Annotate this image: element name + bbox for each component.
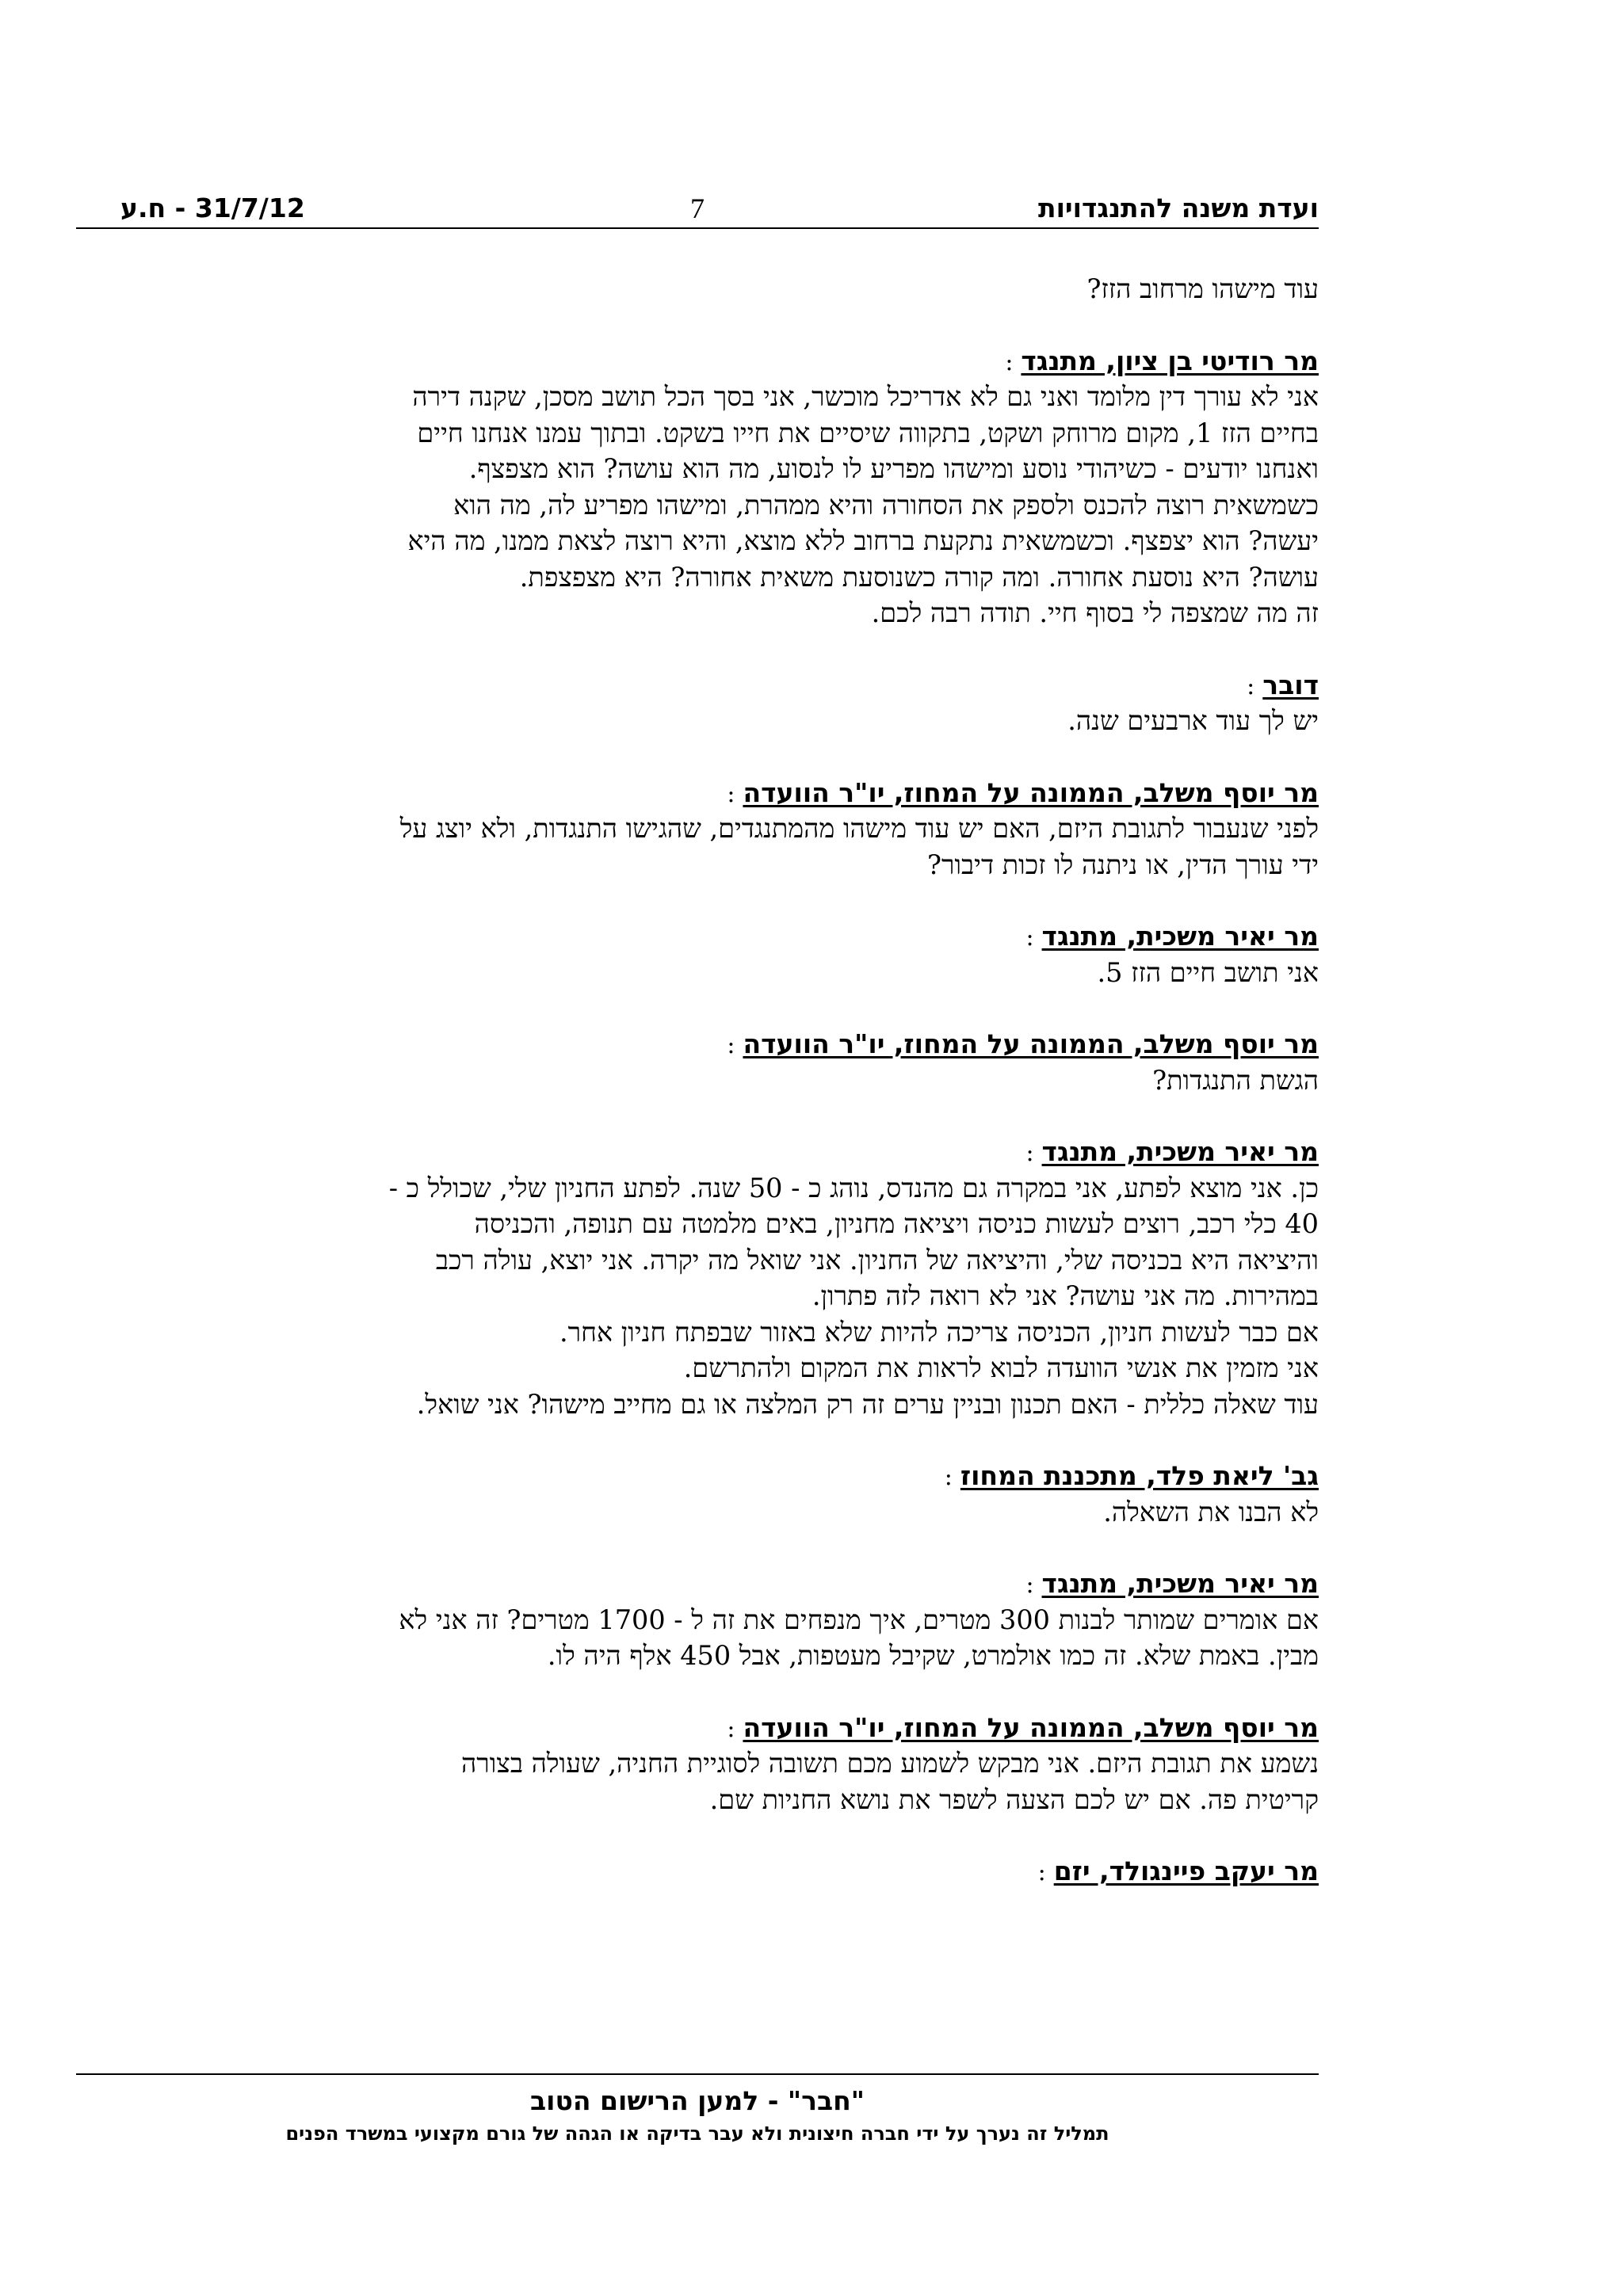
speaker-colon: : — [727, 1032, 735, 1059]
transcript-line: כשמשאית רוצה להכנס ולספק את הסחורה והיא ממהרת, ומישהו מפריע לה, מה הוא — [453, 489, 1319, 521]
speaker-block — [79, 918, 1319, 990]
speaker-name: דובר — [1262, 669, 1319, 700]
document-title: ועדת משנה להתנגדויות — [1038, 193, 1319, 223]
footer-disclaimer: תמליל זה נערך על ידי חברה חיצונית ולא עבר בדיקה או הגהה של גורם מקצועי במשרד הפנים — [285, 2122, 1109, 2145]
transcript-body — [79, 271, 1319, 1890]
page-number: 7 — [690, 193, 705, 224]
speaker-colon: : — [1025, 1571, 1034, 1599]
speaker-name: גב' ליאת פלד, מתכננת המחוז — [960, 1460, 1319, 1491]
transcript-line: זה מה שמצפה לי בסוף חיי. תודה רבה לכם. — [871, 597, 1319, 628]
speaker-line — [79, 667, 1319, 704]
speaker-line — [79, 343, 1319, 379]
speaker-name: מר רודיטי בן ציון, מתנגד — [1021, 345, 1319, 376]
speaker-block — [79, 1134, 1319, 1422]
speaker-colon: : — [1037, 1859, 1046, 1886]
speaker-line — [79, 1458, 1319, 1494]
speaker-colon: : — [1247, 672, 1255, 700]
transcript-line: אני תושב חיים הזז 5. — [1097, 956, 1319, 988]
transcript-line: לא הבנו את השאלה. — [1103, 1496, 1319, 1527]
speaker-line — [79, 1710, 1319, 1746]
speaker-line — [79, 775, 1319, 811]
block-spacer — [79, 1422, 1319, 1458]
speaker-line — [79, 1026, 1319, 1062]
speaker-name: מר יוסף משלב, הממונה על המחוז, יו"ר הוועדה — [743, 1028, 1319, 1059]
transcript-line: לפני שנעבור לתגובת היזם, האם יש עוד מישהו מהמתנגדים, שהגישו התנגדות, ולא יוצג על — [399, 813, 1319, 844]
transcript-line: נשמע את תגובת היזם. אני מבקש לשמוע מכם תשובה לסוגיית החניה, שעולה בצורה — [460, 1748, 1319, 1779]
speaker-line — [79, 1566, 1319, 1602]
transcript-line: ידי עורך הדין, או ניתנה לו זכות דיבור? — [927, 849, 1319, 880]
transcript-line: בחיים הזז 1, מקום מרוחק ושקט, בתקווה שיסיים את חייו בשקט. ובתוך עמנו אנחנו חיים — [417, 417, 1319, 448]
transcript-line: אני מזמין את אנשי הוועדה לבוא לראות את המקום ולהתרשם. — [683, 1352, 1319, 1383]
speaker-name: מר יאיר משכית, מתנגד — [1041, 1568, 1319, 1599]
transcript-line: 40 כלי רכב, רוצים לעשות כניסה ויציאה מחניון, באים מלמטה עם תנופה, והכניסה — [474, 1208, 1319, 1239]
speaker-line — [79, 1853, 1319, 1890]
speaker-block — [79, 1853, 1319, 1890]
block-spacer — [79, 631, 1319, 667]
speaker-name: מר יאיר משכית, מתנגד — [1041, 1136, 1319, 1167]
transcript-line: מבין. באמת שלא. זה כמו אולמרט, שקיבל מעטפות, אבל 450 אלף היה לו. — [547, 1640, 1319, 1671]
speaker-line — [79, 1134, 1319, 1170]
speaker-name: מר יאיר משכית, מתנגד — [1041, 921, 1319, 952]
transcript-line: כן. אני מוצא לפתע, אני במקרה גם מהנדס, נוהג כ - 50 שנה. לפתע החניון שלי, שכולל כ - — [388, 1172, 1319, 1203]
speaker-name: מר יעקב פיינגולד, יזם — [1053, 1855, 1319, 1886]
transcript-line: אני לא עורך דין מלומד ואני גם לא אדריכל מוכשר, אני בסך הכל תושב מסכן, שקנה דירה — [412, 381, 1319, 412]
speaker-block — [79, 1026, 1319, 1098]
block-spacer — [79, 1817, 1319, 1853]
speaker-colon: : — [1005, 348, 1014, 376]
block-spacer — [79, 1098, 1319, 1134]
block-spacer — [79, 739, 1319, 775]
speaker-line — [79, 918, 1319, 955]
block-spacer — [79, 990, 1319, 1026]
block-spacer — [79, 883, 1319, 918]
transcript-line: אם כבר לעשות חניון, הכניסה צריכה להיות שלא באזור שבפתח חניון אחר. — [559, 1316, 1319, 1348]
speaker-colon: : — [1025, 1139, 1034, 1167]
transcript-line: והיציאה היא בכניסה שלי, והיציאה של החניון. אני שואל מה יקרה. אני יוצא, עולה רכב — [435, 1244, 1319, 1276]
transcript-line: יעשה? הוא יצפצף. וכשמשאית נתקעת ברחוב ללא מוצא, והיא רוצה לצאת ממנו, מה היא — [407, 525, 1319, 556]
speaker-colon: : — [944, 1463, 953, 1491]
footer-divider — [76, 2073, 1319, 2075]
speaker-block — [79, 1566, 1319, 1674]
speaker-name: מר יוסף משלב, הממונה על המחוז, יו"ר הוועדה — [743, 776, 1319, 808]
footer-brand: "חבר" - למען הרישום הטוב — [530, 2085, 865, 2116]
transcript-line: עוד שאלה כללית - האם תכנון ובניין ערים זה רק המלצה או גם מחייב מישהו? אני שואל. — [416, 1388, 1319, 1420]
block-spacer — [79, 1530, 1319, 1566]
transcript-line: יש לך עוד ארבעים שנה. — [1067, 705, 1319, 736]
speaker-block — [79, 667, 1319, 739]
speaker-block — [79, 1710, 1319, 1818]
transcript-line: עושה? היא נוסעת אחורה. ומה קורה כשנוסעת משאית אחורה? היא מצפצפת. — [519, 561, 1319, 593]
speaker-block — [79, 775, 1319, 883]
transcript-line: עוד מישהו מרחוב הזז? — [1086, 273, 1319, 304]
block-spacer — [79, 307, 1319, 343]
speaker-colon: : — [1025, 924, 1034, 952]
transcript-line: ואנחנו יודעים - כשיהודי נוסע ומישהו מפריע לו לנסוע, מה הוא עושה? הוא מצפצף. — [468, 453, 1319, 484]
speaker-block — [79, 1458, 1319, 1530]
transcript-line: קריטית פה. אם יש לכם הצעה לשפר את נושא החניות שם. — [709, 1783, 1319, 1815]
transcript-line: הגשת התנגדות? — [1152, 1064, 1319, 1096]
page-header — [76, 193, 1319, 229]
header-date-initials: 31/7/12 - ח.ע — [120, 193, 305, 223]
text-block — [79, 271, 1319, 307]
speaker-colon: : — [727, 1714, 735, 1743]
speaker-block — [79, 343, 1319, 631]
speaker-name: מר יוסף משלב, הממונה על המחוז, יו"ר הוועדה — [743, 1711, 1319, 1743]
block-spacer — [79, 1674, 1319, 1710]
speaker-colon: : — [727, 780, 735, 808]
transcript-line: במהירות. מה אני עושה? אני לא רואה לזה פתרון. — [812, 1280, 1319, 1311]
transcript-line: אם אומרים שמותר לבנות 300 מטרים, איך מנפחים את זה ל - 1700 מטרים? זה אני לא — [399, 1604, 1319, 1635]
